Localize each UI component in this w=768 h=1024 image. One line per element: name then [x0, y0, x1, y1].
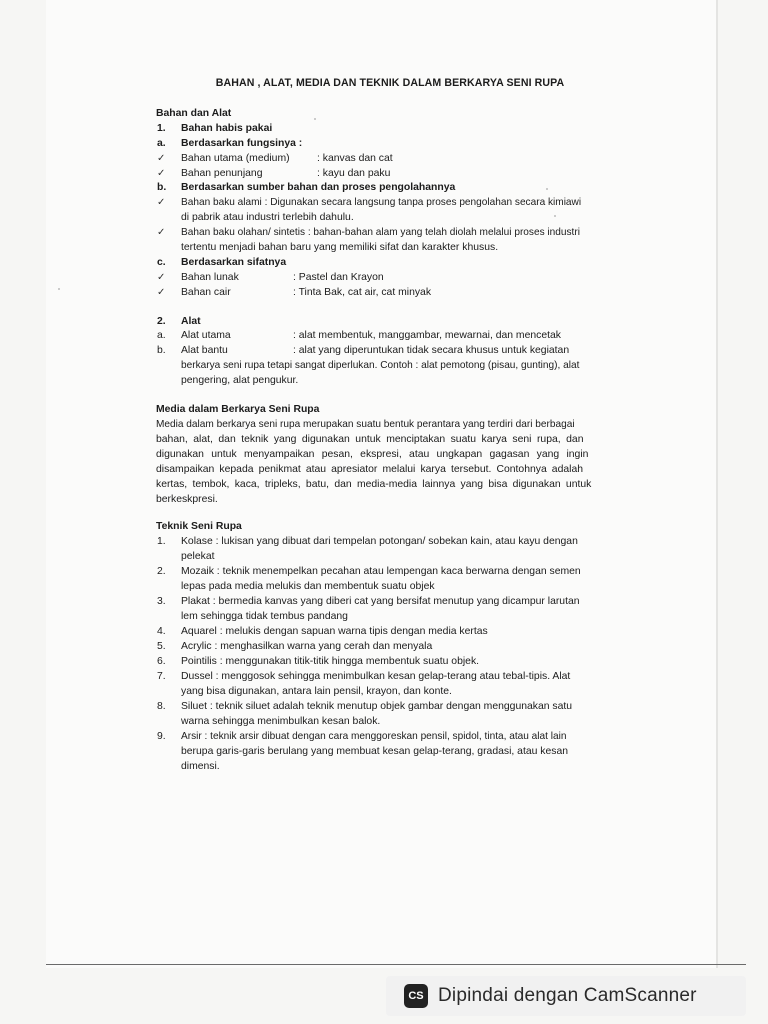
item-value: : kayu dan paku [317, 168, 391, 179]
checkmark-icon: ✓ [157, 272, 166, 283]
list-letter: a. [157, 330, 166, 341]
scan-bottom-edge [46, 964, 746, 965]
item-text: Bahan baku olahan/ sintetis : bahan-bahan alam yang telah diolah melalui proses industri [181, 227, 580, 238]
item-label: Bahan lunak [181, 272, 239, 283]
list-letter: b. [157, 345, 166, 356]
list-letter: a. [157, 138, 166, 149]
paragraph-line: disampaikan kepada penikmat atau apresiator melalui karya tersebut. Contohnya adalah [156, 464, 584, 475]
list-number: 1. [157, 536, 166, 547]
scan-speck [546, 188, 548, 190]
item-label: Alat bantu [181, 345, 228, 356]
technique-text: Pointilis : menggunakan titik-titik hingga membentuk suatu objek. [181, 656, 480, 667]
technique-text-continued: lem sehingga tidak tembus pandang [181, 611, 348, 622]
subheading-bahan-habis-pakai: Bahan habis pakai [181, 123, 273, 134]
list-letter: c. [157, 257, 166, 268]
list-number: 4. [157, 626, 166, 637]
technique-text: Siluet : teknik siluet adalah teknik menutup objek gambar dengan menggunakan satu [181, 701, 573, 712]
technique-text: Plakat : bermedia kanvas yang diberi cat yang bersifat menutup yang dicampur larutan [181, 596, 580, 607]
subheading-alat: Alat [181, 316, 201, 327]
scan-speck [554, 215, 556, 217]
section-heading-teknik: Teknik Seni Rupa [156, 521, 242, 532]
scan-speck [314, 118, 316, 120]
paragraph-line: berkeskpresi. [156, 494, 218, 505]
technique-text-continued: berupa garis-garis berulang yang membuat kesan gelap-terang, gradasi, atau kesan [181, 746, 569, 757]
list-number: 2. [157, 566, 166, 577]
item-label: Bahan utama (medium) [181, 153, 290, 164]
list-number: 7. [157, 671, 166, 682]
item-value: : alat yang diperuntukan tidak secara khusus untuk kegiatan [293, 345, 570, 356]
technique-text: Kolase : lukisan yang dibuat dari tempelan potongan/ sobekan kain, atau kayu dengan [181, 536, 578, 547]
technique-text-continued: lepas pada media melukis dan membentuk suatu objek [181, 581, 435, 592]
section-heading-media: Media dalam Berkarya Seni Rupa [156, 404, 320, 415]
item-text: Bahan baku alami : Digunakan secara langsung tanpa proses pengolahan secara kimiawi [181, 197, 582, 208]
camscanner-logo-icon: CS [404, 984, 428, 1008]
item-value: : Tinta Bak, cat air, cat minyak [293, 287, 432, 298]
document-title: BAHAN , ALAT, MEDIA DAN TEKNIK DALAM BERKARYA SENI RUPA [215, 77, 565, 89]
item-value: : Pastel dan Krayon [293, 272, 384, 283]
technique-text-continued: warna sehingga menimbulkan kesan balok. [181, 716, 381, 727]
technique-text: Acrylic : menghasilkan warna yang cerah dan menyala [181, 641, 433, 652]
item-value: : kanvas dan cat [317, 153, 393, 164]
list-number: 5. [157, 641, 166, 652]
checkmark-icon: ✓ [157, 227, 166, 238]
checkmark-icon: ✓ [157, 168, 166, 179]
list-number: 8. [157, 701, 166, 712]
technique-text-continued: yang bisa digunakan, antara lain pensil, krayon, dan konte. [181, 686, 452, 697]
item-text-continued: tertentu menjadi bahan baru yang memiliki sifat dan karakter khusus. [181, 242, 499, 253]
item-label: Alat utama [181, 330, 231, 341]
technique-text: Aquarel : melukis dengan sapuan warna tipis dengan media kertas [181, 626, 488, 637]
paragraph-line: digunakan untuk menyampaikan pesan, ekspresi, atau ungkapan gagasan yang ingin [156, 449, 589, 460]
subheading-sifat: Berdasarkan sifatnya [181, 257, 287, 268]
list-number: 2. [157, 316, 166, 327]
technique-text-continued: pelekat [181, 551, 215, 562]
list-letter: b. [157, 182, 167, 193]
list-number: 1. [157, 123, 166, 134]
checkmark-icon: ✓ [157, 197, 166, 208]
paragraph-line: Media dalam berkarya seni rupa merupakan suatu bentuk perantara yang terdiri dari berbagai [156, 419, 575, 430]
technique-text: Mozaik : teknik menempelkan pecahan atau lempengan kaca berwarna dengan semen [181, 566, 581, 577]
subheading-sumber-bahan: Berdasarkan sumber bahan dan proses pengolahannya [181, 182, 456, 193]
scan-speck [58, 288, 60, 290]
paper-edge [716, 0, 718, 968]
item-text-continued: di pabrik atau industri terlebih dahulu. [181, 212, 354, 223]
list-number: 9. [157, 731, 166, 742]
paragraph-line: kertas, tembok, kaca, tripleks, batu, dan media-media lainnya yang bisa digunakan untuk [156, 479, 592, 490]
subheading-fungsi: Berdasarkan fungsinya : [181, 138, 303, 149]
section-heading-bahan-alat: Bahan dan Alat [156, 108, 232, 119]
technique-text: Arsir : teknik arsir dibuat dengan cara menggoreskan pensil, spidol, tinta, atau alat lain [181, 731, 567, 742]
camscanner-watermark [386, 976, 746, 1016]
item-text-continued: berkarya seni rupa tetapi sangat diperlukan. Contoh : alat pemotong (pisau, gunting), alat [181, 360, 580, 371]
technique-text: Dussel : menggosok sehingga menimbulkan kesan gelap-terang atau tebal-tipis. Alat [181, 671, 571, 682]
camscanner-label: Dipindai dengan CamScanner [438, 985, 697, 1006]
technique-text-continued: dimensi. [181, 761, 220, 772]
paragraph-line: bahan, alat, dan teknik yang digunakan untuk menciptakan suatu karya seni rupa, dan [156, 434, 584, 445]
item-label: Bahan penunjang [181, 168, 263, 179]
item-label: Bahan cair [181, 287, 231, 298]
item-text-continued: pengering, alat pengukur. [181, 375, 299, 386]
item-value: : alat membentuk, manggambar, mewarnai, dan mencetak [293, 330, 561, 341]
list-number: 3. [157, 596, 166, 607]
list-number: 6. [157, 656, 166, 667]
checkmark-icon: ✓ [157, 153, 166, 164]
checkmark-icon: ✓ [157, 287, 166, 298]
